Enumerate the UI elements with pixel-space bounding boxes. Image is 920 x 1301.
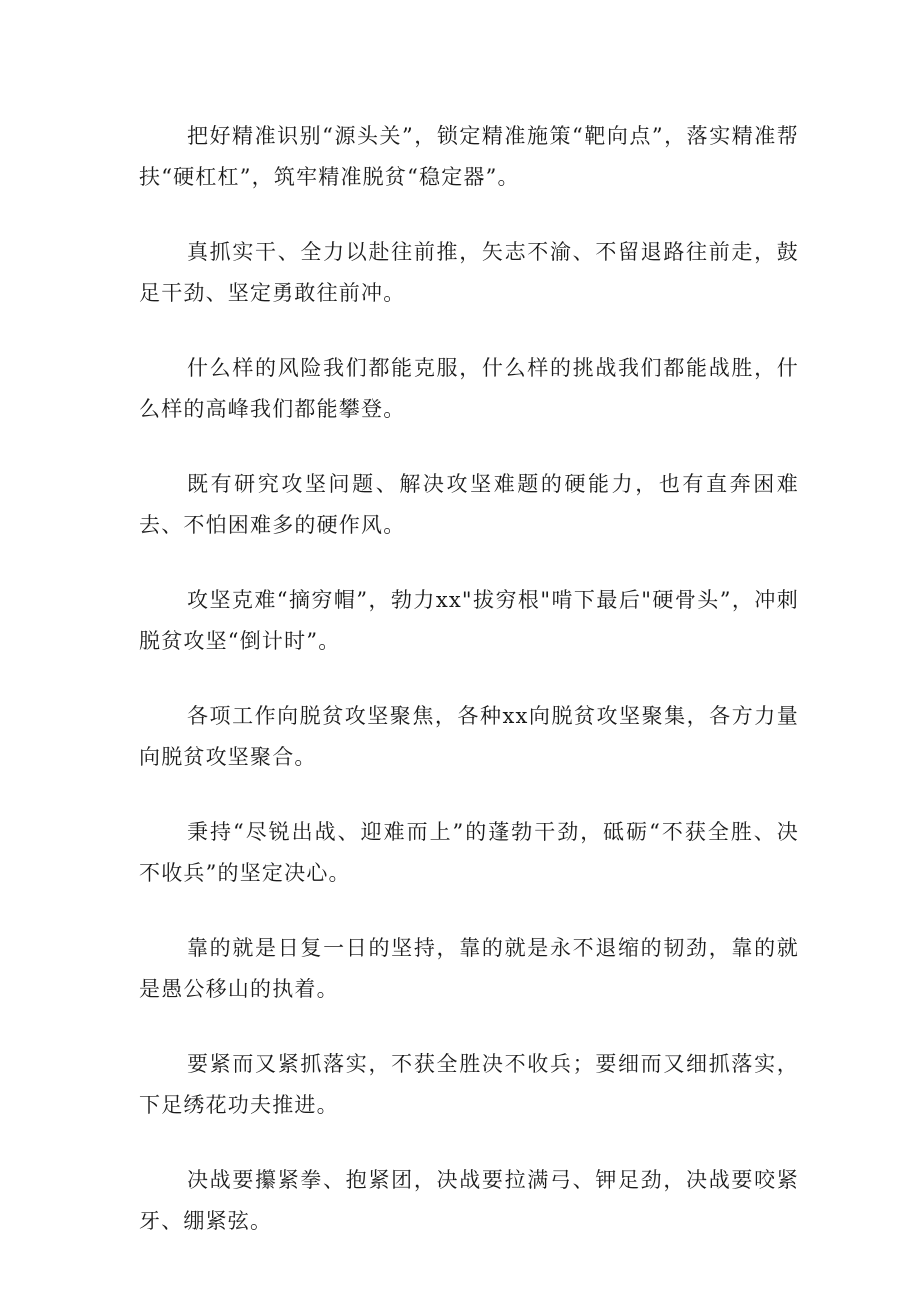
- paragraph-3: 什么样的风险我们都能克服，什么样的挑战我们都能战胜，什么样的高峰我们都能攀登。: [139, 356, 799, 421]
- paragraph-4: 既有研究攻坚问题、解决攻坚难题的硬能力，也有直奔困难去、不怕困难多的硬作风。: [139, 472, 799, 537]
- paragraph-5: 攻坚克难“摘穷帽”，勃力xx"拔穷根"啃下最后"硬骨头”，冲刺脱贫攻坚“倒计时”。: [139, 588, 799, 653]
- paragraph-2: 真抓实干、全力以赴往前推，矢志不渝、不留退路往前走，鼓足干劲、坚定勇敢往前冲。: [139, 240, 799, 305]
- paragraph-6: 各项工作向脱贫攻坚聚焦，各种xx向脱贫攻坚聚集，各方力量向脱贫攻坚聚合。: [139, 704, 799, 769]
- paragraph-10: 决战要攥紧拳、抱紧团，决战要拉满弓、钾足劲，决战要咬紧牙、绷紧弦。: [139, 1168, 799, 1233]
- paragraph-8: 靠的就是日复一日的坚持，靠的就是永不退缩的韧劲，靠的就是愚公移山的执着。: [139, 936, 799, 1001]
- paragraph-9: 要紧而又紧抓落实，不获全胜决不收兵；要细而又细抓落实，下足绣花功夫推进。: [139, 1052, 799, 1117]
- document-body: [139, 116, 799, 1276]
- paragraph-1: 把好精准识别“源头关”，锁定精准施策“靶向点”，落实精准帮扶“硬杠杠”，筑牢精准脱贫“稳定器”。: [139, 124, 799, 189]
- paragraph-7: 秉持“尽锐出战、迎难而上”的蓬勃干劲，砥砺“不获全胜、决不收兵”的坚定决心。: [139, 820, 799, 885]
